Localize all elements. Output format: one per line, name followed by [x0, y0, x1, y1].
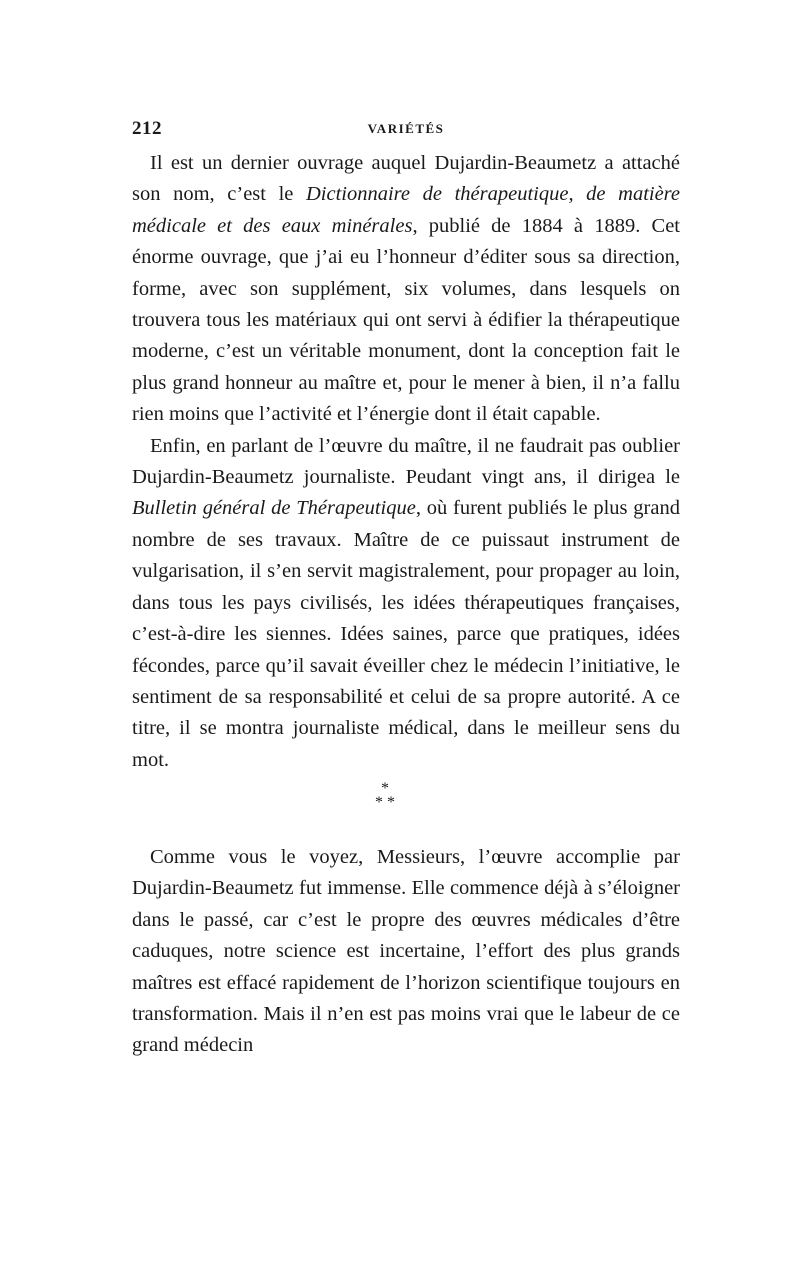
paragraph-1-title: Dictionnaire de thérapeutique, de matière médicale et des eaux minérales	[132, 183, 680, 237]
asterism-bottom: * *	[375, 794, 395, 811]
paragraph-2-text-b: , où furent publiés le plus grand nombre de ses travaux. Maître de ce puissaut instrument de vulgarisation, il s’en servit magistralement, pour propager au loin, dans tous les pays civilisés, les idées thérapeutiques françaises, c’est-à-dire les siennes. Idées saines, parce que pratiques, idées fécondes, parce qu’il savait éveiller chez le médecin l’initiative, le sentiment de sa responsabilité et celui de sa propre autorité. A ce titre, il se montra journaliste médical, dans le meilleur sens du mot.	[132, 497, 680, 771]
page-header	[132, 118, 680, 142]
paragraph-3: Comme vous le voyez, Messieurs, l’œuvre accomplie par Dujardin-Beaumetz fut immense. Elle commence déjà à s’éloigner dans le passé, car c’est le propre des œuvres médicales d’être caduques, notre science est incertaine, l’effort des plus grands maîtres est effacé rapidement de l’horizon scientifique toujours en transformation. Mais il n’en est pas moins vrai que le labeur de ce grand médecin	[132, 846, 680, 1057]
paragraph-2-title: Bulletin général de Thérapeutique	[132, 497, 416, 520]
body-text-lower	[132, 842, 680, 1062]
paragraph-1-text-a: Il est un dernier ouvrage auquel Dujardin-Beaumetz a attaché son nom, c’est le	[132, 152, 680, 206]
asterism-top: *	[381, 780, 389, 797]
paragraph-1	[132, 148, 680, 431]
running-head: VARIÉTÉS	[367, 121, 445, 136]
paragraph-2-text-a: Enfin, en parlant de l’œuvre du maître, il ne faudrait pas oublier Dujardin-Beaumetz journaliste. Peudant vingt ans, il dirigea le	[132, 434, 680, 489]
section-asterism	[340, 782, 430, 822]
paragraph-1-text-b: , publié de 1884 à 1889. Cet énorme ouvrage, que j’ai eu l’honneur d’éditer sous sa direction, forme, avec son supplément, six volumes, dans lesquels on trouvera tous les matériaux qui ont servi à édifier la thérapeutique moderne, c’est un véritable monument, dont la conception fait le plus grand honneur au maître et, pour le mener à bien, il n’a fallu rien moins que l’activité et l’énergie dont il était capable.	[132, 214, 680, 426]
page-number: 212	[132, 118, 162, 139]
paragraph-2	[132, 431, 680, 776]
body-text-upper	[132, 148, 680, 776]
